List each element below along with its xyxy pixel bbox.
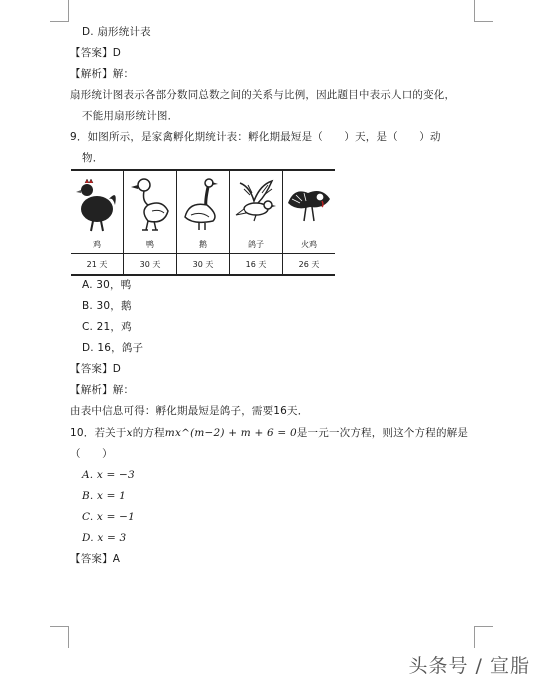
crop-mark [50, 626, 69, 627]
q10-option-d: D. x = 3 [82, 532, 127, 544]
animal-name: 火鸡 [301, 240, 317, 249]
q9-option-b: B. 30，鹅 [82, 300, 132, 312]
crop-mark [474, 21, 493, 22]
animal-name: 鸭 [146, 240, 154, 249]
watermark: 头条号 / 宣脂 [408, 655, 530, 677]
table-column [283, 171, 335, 274]
table-column [124, 171, 177, 274]
animal-name: 鸡 [93, 240, 101, 249]
q10-paren: （ ） [70, 448, 113, 460]
turkey-icon [286, 177, 332, 233]
q8-answer: 【答案】D [70, 47, 122, 59]
q9-analysis-label: 【解析】解： [70, 384, 135, 396]
table-column [177, 171, 230, 274]
q10-stem-prefix: 10．若关于 [70, 427, 127, 439]
incubation-days: 30 天 [139, 259, 161, 269]
incubation-days: 21 天 [86, 259, 108, 269]
chicken-icon [75, 177, 119, 233]
crop-mark [50, 21, 69, 22]
q8-option-d: D. 扇形统计表 [82, 26, 151, 38]
table-column [230, 171, 283, 274]
q9-stem: 物． [82, 152, 104, 164]
incubation-days: 16 天 [245, 259, 267, 269]
q10-option-a: A. x = −3 [82, 469, 135, 481]
q8-analysis-text: 不能用扇形统计图． [82, 110, 179, 122]
crop-mark [474, 626, 475, 648]
q10-answer: 【答案】A [70, 553, 121, 565]
incubation-table [71, 169, 335, 276]
q8-analysis-text: 扇形统计图表示各部分数同总数之间的关系与比例，因此题目中表示人口的变化， [70, 89, 456, 101]
q10-equation: mx^(m−2) + m + 6 = 0 [164, 427, 297, 439]
q9-analysis-text: 由表中信息可得：孵化期最短是鸽子，需要16天． [70, 405, 309, 417]
q8-analysis-label: 【解析】解： [70, 68, 135, 80]
crop-mark [474, 0, 475, 22]
table-column [71, 171, 124, 274]
q10-stem-mid: 的方程 [132, 427, 165, 439]
incubation-days: 30 天 [192, 259, 214, 269]
q10-stem-suffix: 是一元一次方程，则这个方程的解是 [296, 427, 469, 439]
crop-mark [68, 0, 69, 22]
q10-option-c: C. x = −1 [82, 511, 136, 523]
q9-answer: 【答案】D [70, 363, 122, 375]
animal-name: 鸽子 [248, 240, 264, 249]
crop-mark [474, 626, 493, 627]
q9-option-a: A. 30，鸭 [82, 279, 132, 291]
q10-option-b: B. x = 1 [82, 490, 127, 502]
duck-icon [130, 177, 170, 233]
q9-stem: 9．如图所示，是家禽孵化期统计表：孵化期最短是（ ）天，是（ ）动 [70, 131, 441, 143]
q10-variable: x [126, 427, 133, 439]
goose-icon [181, 177, 225, 233]
q9-option-d: D. 16，鸽子 [82, 342, 144, 354]
animal-name: 鹅 [199, 240, 207, 249]
crop-mark [68, 626, 69, 648]
incubation-days: 26 天 [298, 259, 320, 269]
pigeon-icon [234, 177, 278, 233]
q9-option-c: C. 21，鸡 [82, 321, 132, 333]
q10-stem [70, 426, 468, 440]
